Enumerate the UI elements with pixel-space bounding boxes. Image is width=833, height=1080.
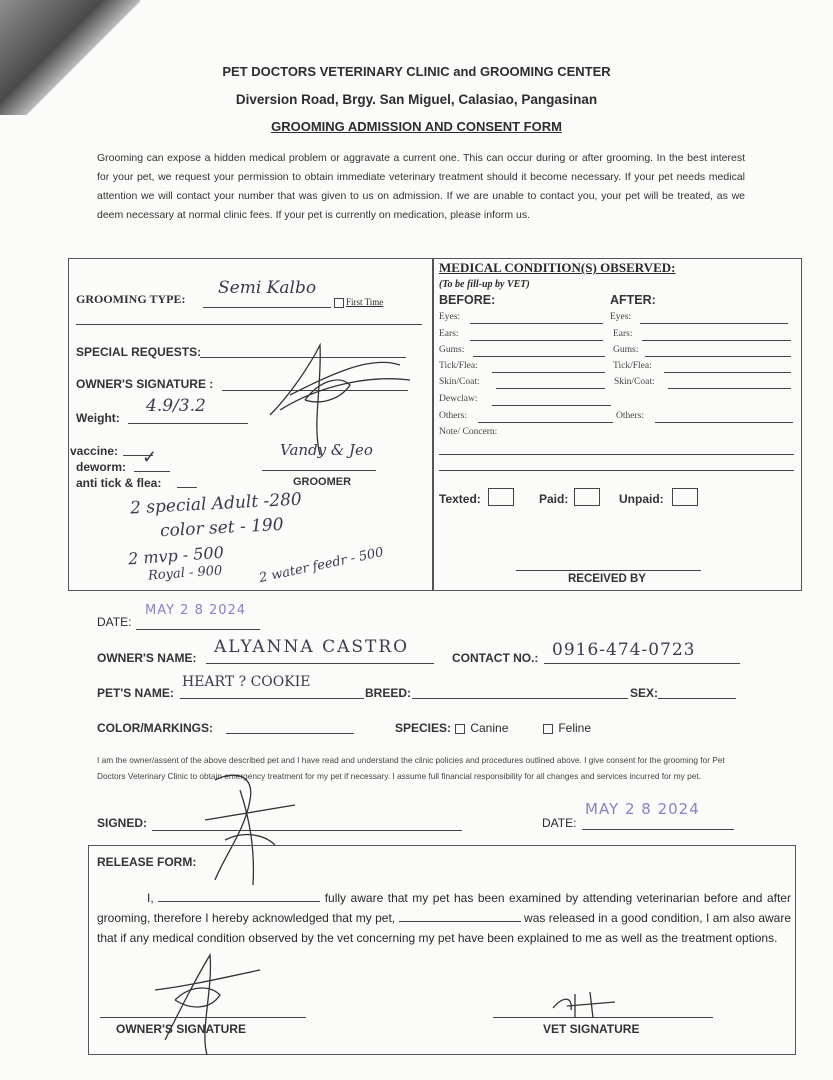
- release-owner-signature-label: OWNER'S SIGNATURE: [116, 1022, 246, 1036]
- species-feline-option[interactable]: [543, 721, 591, 735]
- pet-name-label: PET'S NAME:: [97, 686, 174, 700]
- breed-label: BREED:: [365, 686, 412, 700]
- release-text-2: fully aware that my pet has been examined by attending veterinarian before and after grooming, therefore I hereby acknowledged that my pet,: [97, 891, 791, 925]
- feline-checkbox[interactable]: [543, 724, 553, 734]
- release-pet-blank[interactable]: [399, 921, 521, 922]
- contact-value: 0916-474-0723: [552, 640, 696, 660]
- groomer-line[interactable]: [262, 470, 376, 471]
- box-divider: [432, 258, 434, 591]
- sex-line[interactable]: [658, 698, 736, 699]
- release-text-1: I,: [147, 891, 154, 905]
- after-gums: Gums:: [613, 345, 639, 355]
- species-canine-option[interactable]: [455, 721, 508, 735]
- note-line-a[interactable]: [439, 454, 794, 455]
- contact-label: CONTACT NO.:: [452, 651, 539, 665]
- species-label: SPECIES:: [395, 721, 452, 735]
- vet-signature-scribble: [545, 988, 625, 1024]
- received-by-line[interactable]: [516, 570, 701, 571]
- after-skin: Skin/Coat:: [614, 377, 655, 387]
- canine-label: Canine: [470, 721, 509, 735]
- before-eyes: Eyes:: [439, 312, 461, 322]
- before-gums-line[interactable]: [473, 356, 605, 357]
- color-markings-label: COLOR/MARKINGS:: [97, 721, 213, 735]
- paid-checkbox[interactable]: [574, 488, 600, 506]
- owner-name-label: OWNER'S NAME:: [97, 651, 197, 665]
- after-tick: Tick/Flea:: [613, 361, 652, 371]
- after-ears: Ears:: [613, 329, 633, 339]
- after-skin-line[interactable]: [668, 388, 791, 389]
- release-text-3: was released in a good condition, I am also aware that if any medical condition observed by the vet concerning my pet have been explained to me as well as the treatment options.: [97, 911, 792, 945]
- before-skin: Skin/Coat:: [439, 377, 480, 387]
- consent-date-stamp: MAY 2 8 2024: [585, 800, 700, 818]
- after-tick-line[interactable]: [664, 372, 791, 373]
- note-line-b[interactable]: [439, 470, 794, 471]
- date-line[interactable]: [136, 629, 260, 630]
- before-dewclaw: Dewclaw:: [439, 394, 478, 404]
- vet-signature-label: VET SIGNATURE: [543, 1022, 640, 1036]
- anti-tick-line[interactable]: [177, 487, 197, 488]
- sex-label: SEX:: [630, 686, 659, 700]
- before-tick-line[interactable]: [492, 372, 605, 373]
- before-others-line[interactable]: [478, 422, 613, 423]
- release-paragraph: [97, 888, 791, 948]
- intro-paragraph: Grooming can expose a hidden medical problem or aggravate a current one. This can occur during or after grooming. In the best interest for your pet, we request your permission to obtain immediate veterinary treatment should it become necessary. If your pet needs medical attention we will contact your number that was given to us on admission. If we are unable to contact you, your pet will be treated, as we deem necessary at normal clinic fees. If your pet is currently on medication, please inform us.: [97, 152, 745, 221]
- date-stamp: MAY 2 8 2024: [145, 603, 247, 618]
- consent-date-line[interactable]: [582, 829, 734, 830]
- note-line-5: 2 water feedr - 500: [257, 544, 385, 587]
- consent-date-label: DATE:: [542, 816, 577, 830]
- anti-tick-label: anti tick & flea:: [76, 476, 162, 490]
- deworm-label: deworm:: [76, 460, 127, 474]
- after-others-line[interactable]: [655, 422, 793, 423]
- weight-line[interactable]: [128, 423, 248, 424]
- grooming-type-value: Semi Kalbo: [218, 278, 317, 298]
- weight-label: Weight:: [76, 411, 120, 425]
- texted-label: Texted:: [439, 492, 481, 506]
- vet-signature-line[interactable]: [493, 1017, 713, 1018]
- release-owner-signature-scribble: [135, 940, 265, 1060]
- vaccine-label: vaccine:: [70, 444, 119, 458]
- before-ears-line[interactable]: [470, 340, 603, 341]
- canine-checkbox[interactable]: [455, 724, 465, 734]
- owner-name-value: ALYANNA CASTRO: [214, 637, 410, 657]
- owner-name-line[interactable]: [206, 663, 434, 664]
- after-eyes: Eyes:: [610, 312, 632, 322]
- feline-label: Feline: [558, 721, 592, 735]
- clinic-name: PET DOCTORS VETERINARY CLINIC and GROOMING CENTER: [222, 64, 611, 79]
- first-time-label: First Time: [346, 297, 384, 307]
- first-time-option[interactable]: [334, 297, 383, 308]
- after-ears-line[interactable]: [642, 340, 791, 341]
- grooming-type-line[interactable]: [203, 307, 331, 308]
- color-markings-line[interactable]: [226, 733, 354, 734]
- release-title: RELEASE FORM:: [97, 855, 197, 869]
- texted-checkbox[interactable]: [488, 488, 514, 506]
- note-concern-label: Note/ Concern:: [439, 427, 498, 437]
- medical-subtitle: (To be fill-up by VET): [439, 279, 530, 290]
- admission-box: [68, 258, 802, 591]
- breed-line[interactable]: [412, 698, 628, 699]
- special-requests-label: SPECIAL REQUESTS:: [76, 345, 202, 359]
- grooming-type-label: GROOMING TYPE:: [76, 292, 186, 306]
- before-gums: Gums:: [439, 345, 465, 355]
- weight-value: 4.9/3.2: [146, 396, 206, 416]
- pet-name-line[interactable]: [180, 698, 364, 699]
- owner-signature-release-line[interactable]: [100, 1017, 306, 1018]
- before-others: Others:: [439, 411, 467, 421]
- unpaid-label: Unpaid:: [619, 492, 664, 506]
- owner-signature-label: OWNER'S SIGNATURE :: [76, 377, 214, 391]
- date-label: DATE:: [97, 615, 132, 629]
- before-dewclaw-line[interactable]: [492, 405, 611, 406]
- before-skin-line[interactable]: [496, 388, 605, 389]
- note-line-3: 2 mvp - 500: [127, 542, 225, 569]
- deworm-line[interactable]: [134, 471, 170, 472]
- form-title: GROOMING ADMISSION AND CONSENT FORM: [271, 119, 562, 134]
- pet-name-value: HEART ? COOKIE: [182, 674, 311, 690]
- contact-line[interactable]: [544, 663, 740, 664]
- groomer-value: Vandy & Jeo: [280, 441, 373, 459]
- release-name-blank[interactable]: [158, 901, 320, 902]
- before-ears: Ears:: [439, 329, 459, 339]
- signed-label: SIGNED:: [97, 816, 148, 830]
- before-eyes-line[interactable]: [470, 323, 603, 324]
- clinic-address: Diversion Road, Brgy. San Miguel, Calasiao, Pangasinan: [235, 92, 598, 107]
- after-eyes-line[interactable]: [640, 323, 788, 324]
- consent-paragraph: I am the owner/assent of the above described pet and I have read and understand the clinic policies and procedures outlined above. I give consent for the grooming for Pet Doctors Veterinary Clinic to obtain emergency treatment for my pet if necessary. I assume full financial responsibility for all changes and services incurred for my pet.: [97, 755, 725, 781]
- note-line-4: Royal - 900: [147, 563, 223, 584]
- before-label: BEFORE:: [439, 293, 496, 307]
- after-gums-line[interactable]: [645, 356, 791, 357]
- owner-signature-scribble: [250, 325, 420, 465]
- received-by-label: RECEIVED BY: [568, 573, 646, 585]
- deworm-check: ✓: [142, 447, 158, 468]
- unpaid-checkbox[interactable]: [672, 488, 698, 506]
- after-label: AFTER:: [610, 293, 656, 307]
- medical-title: MEDICAL CONDITION(S) OBSERVED:: [439, 260, 676, 275]
- note-line-1: 2 special Adult -280: [129, 489, 303, 519]
- note-line-2: color set - 190: [159, 514, 285, 542]
- paid-label: Paid:: [539, 492, 569, 506]
- first-time-checkbox[interactable]: [334, 298, 344, 308]
- after-others: Others:: [616, 411, 644, 421]
- groomer-label: GROOMER: [293, 476, 352, 488]
- before-tick: Tick/Flea:: [439, 361, 478, 371]
